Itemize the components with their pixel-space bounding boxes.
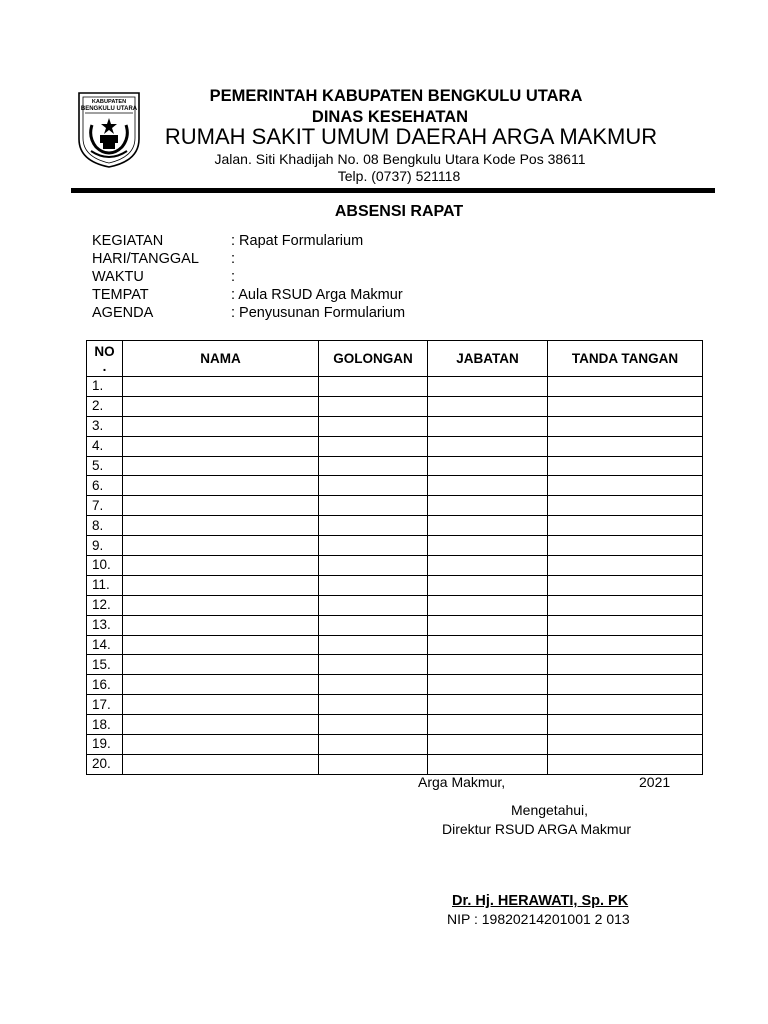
tanda-tangan-cell[interactable]: [548, 436, 703, 456]
tanda-tangan-cell[interactable]: [548, 595, 703, 615]
golongan-cell[interactable]: [319, 496, 428, 516]
row-number: 16.: [87, 675, 123, 695]
header-no: [87, 341, 123, 377]
golongan-cell[interactable]: [319, 695, 428, 715]
row-number: 8.: [87, 516, 123, 536]
jabatan-cell[interactable]: [428, 396, 548, 416]
tanda-tangan-cell[interactable]: [548, 715, 703, 735]
row-number: 9.: [87, 536, 123, 556]
jabatan-cell[interactable]: [428, 715, 548, 735]
nama-cell[interactable]: [123, 615, 319, 635]
tanda-tangan-cell[interactable]: [548, 635, 703, 655]
table-row: [87, 516, 703, 536]
table-row: [87, 635, 703, 655]
jabatan-cell[interactable]: [428, 575, 548, 595]
jabatan-cell[interactable]: [428, 635, 548, 655]
tanda-tangan-cell[interactable]: [548, 556, 703, 576]
header-no-dot: .: [102, 358, 107, 374]
table-row: [87, 675, 703, 695]
nama-cell[interactable]: [123, 735, 319, 755]
header-golongan: GOLONGAN: [319, 341, 428, 377]
document-title: ABSENSI RAPAT: [334, 203, 464, 220]
row-number: 6.: [87, 476, 123, 496]
table-row: [87, 416, 703, 436]
nama-cell[interactable]: [123, 715, 319, 735]
nama-cell[interactable]: [123, 456, 319, 476]
row-number: 17.: [87, 695, 123, 715]
golongan-cell[interactable]: [319, 655, 428, 675]
jabatan-cell[interactable]: [428, 735, 548, 755]
address: Jalan. Siti Khadijah No. 08 Bengkulu Utara Kode Pos 38611: [214, 151, 586, 167]
nama-cell[interactable]: [123, 655, 319, 675]
tanda-tangan-cell[interactable]: [548, 575, 703, 595]
header-tanda-tangan: TANDA TANGAN: [548, 341, 703, 377]
golongan-cell[interactable]: [319, 536, 428, 556]
jabatan-cell[interactable]: [428, 516, 548, 536]
row-number: 15.: [87, 655, 123, 675]
jabatan-cell[interactable]: [428, 496, 548, 516]
info-label: WAKTU: [92, 269, 144, 285]
tanda-tangan-cell[interactable]: [548, 377, 703, 397]
nama-cell[interactable]: [123, 595, 319, 615]
tanda-tangan-cell[interactable]: [548, 516, 703, 536]
jabatan-cell[interactable]: [428, 695, 548, 715]
nama-cell[interactable]: [123, 635, 319, 655]
tanda-tangan-cell[interactable]: [548, 456, 703, 476]
jabatan-cell[interactable]: [428, 556, 548, 576]
signing-year: 2021: [639, 774, 671, 790]
jabatan-cell[interactable]: [428, 416, 548, 436]
table-row: [87, 377, 703, 397]
attendance-table: [86, 340, 703, 775]
info-row: [92, 250, 405, 268]
nama-cell[interactable]: [123, 695, 319, 715]
table-row: [87, 655, 703, 675]
nama-cell[interactable]: [123, 754, 319, 774]
acknowledged-label: Mengetahui,: [511, 802, 589, 818]
golongan-cell[interactable]: [319, 595, 428, 615]
golongan-cell[interactable]: [319, 635, 428, 655]
table-row: [87, 436, 703, 456]
letterhead-divider: [71, 188, 715, 193]
golongan-cell[interactable]: [319, 396, 428, 416]
signer-nip: NIP : 19820214201001 2 013: [447, 911, 630, 927]
tanda-tangan-cell[interactable]: [548, 416, 703, 436]
header-jabatan: JABATAN: [428, 341, 548, 377]
golongan-cell[interactable]: [319, 436, 428, 456]
row-number: 11.: [87, 575, 123, 595]
department-name: DINAS KESEHATAN: [311, 108, 469, 126]
table-header-row: [87, 341, 703, 377]
signer-position: Direktur RSUD ARGA Makmur: [442, 821, 632, 837]
nama-cell[interactable]: [123, 575, 319, 595]
info-value: :: [231, 251, 236, 267]
svg-text:BENGKULU UTARA: BENGKULU UTARA: [80, 106, 138, 112]
info-value: : Penyusunan Formularium: [231, 305, 406, 321]
hospital-name: RUMAH SAKIT UMUM DAERAH ARGA MAKMUR: [164, 124, 658, 149]
jabatan-cell[interactable]: [428, 615, 548, 635]
jabatan-cell[interactable]: [428, 536, 548, 556]
info-label: AGENDA: [92, 305, 154, 321]
tanda-tangan-cell[interactable]: [548, 615, 703, 635]
header-nama: NAMA: [123, 341, 319, 377]
nama-cell[interactable]: [123, 675, 319, 695]
tanda-tangan-cell[interactable]: [548, 754, 703, 774]
golongan-cell[interactable]: [319, 675, 428, 695]
jabatan-cell[interactable]: [428, 436, 548, 456]
jabatan-cell[interactable]: [428, 456, 548, 476]
info-label: TEMPAT: [92, 287, 149, 303]
info-value: : Rapat Formularium: [231, 233, 364, 249]
row-number: 1.: [87, 377, 123, 397]
row-number: 19.: [87, 735, 123, 755]
golongan-cell[interactable]: [319, 556, 428, 576]
row-number: 5.: [87, 456, 123, 476]
info-value: : Aula RSUD Arga Makmur: [231, 287, 403, 303]
jabatan-cell[interactable]: [428, 754, 548, 774]
info-row: [92, 304, 405, 322]
golongan-cell[interactable]: [319, 575, 428, 595]
signer-name: Dr. Hj. HERAWATI, Sp. PK: [452, 893, 629, 909]
signing-place: Arga Makmur,: [418, 774, 506, 790]
table-row: [87, 754, 703, 774]
info-label: HARI/TANGGAL: [92, 251, 199, 267]
nama-cell[interactable]: [123, 436, 319, 456]
info-row: [92, 268, 405, 286]
table-row: [87, 575, 703, 595]
golongan-cell[interactable]: [319, 476, 428, 496]
table-row: [87, 536, 703, 556]
tanda-tangan-cell[interactable]: [548, 496, 703, 516]
row-number: 10.: [87, 556, 123, 576]
jabatan-cell[interactable]: [428, 675, 548, 695]
row-number: 3.: [87, 416, 123, 436]
table-row: [87, 615, 703, 635]
info-row: [92, 286, 405, 304]
nama-cell[interactable]: [123, 377, 319, 397]
row-number: 18.: [87, 715, 123, 735]
government-name: PEMERINTAH KABUPATEN BENGKULU UTARA: [209, 87, 583, 105]
golongan-cell[interactable]: [319, 516, 428, 536]
row-number: 12.: [87, 595, 123, 615]
info-label: KEGIATAN: [92, 233, 164, 249]
jabatan-cell[interactable]: [428, 655, 548, 675]
meeting-info: [92, 232, 405, 322]
table-row: [87, 695, 703, 715]
table-row: [87, 476, 703, 496]
nama-cell[interactable]: [123, 476, 319, 496]
tanda-tangan-cell[interactable]: [548, 675, 703, 695]
nama-cell[interactable]: [123, 416, 319, 436]
golongan-cell[interactable]: [319, 416, 428, 436]
info-value: :: [231, 269, 236, 285]
golongan-cell[interactable]: [319, 456, 428, 476]
jabatan-cell[interactable]: [428, 377, 548, 397]
golongan-cell[interactable]: [319, 377, 428, 397]
nama-cell[interactable]: [123, 516, 319, 536]
row-number: 13.: [87, 615, 123, 635]
nama-cell[interactable]: [123, 396, 319, 416]
row-number: 4.: [87, 436, 123, 456]
table-row: [87, 556, 703, 576]
table-row: [87, 715, 703, 735]
table-row: [87, 595, 703, 615]
jabatan-cell[interactable]: [428, 476, 548, 496]
golongan-cell[interactable]: [319, 615, 428, 635]
nama-cell[interactable]: [123, 536, 319, 556]
golongan-cell[interactable]: [319, 754, 428, 774]
nama-cell[interactable]: [123, 496, 319, 516]
row-number: 7.: [87, 496, 123, 516]
golongan-cell[interactable]: [319, 715, 428, 735]
row-number: 2.: [87, 396, 123, 416]
tanda-tangan-cell[interactable]: [548, 476, 703, 496]
table-row: [87, 396, 703, 416]
tanda-tangan-cell[interactable]: [548, 735, 703, 755]
svg-text:KABUPATEN: KABUPATEN: [91, 99, 127, 105]
tanda-tangan-cell[interactable]: [548, 655, 703, 675]
jabatan-cell[interactable]: [428, 595, 548, 615]
tanda-tangan-cell[interactable]: [548, 695, 703, 715]
phone: Telp. (0737) 521118: [337, 168, 461, 184]
nama-cell[interactable]: [123, 556, 319, 576]
header-no-text: NO: [94, 343, 115, 359]
table-row: [87, 456, 703, 476]
row-number: 14.: [87, 635, 123, 655]
row-number: 20.: [87, 754, 123, 774]
info-row: [92, 232, 405, 250]
table-row: [87, 496, 703, 516]
tanda-tangan-cell[interactable]: [548, 536, 703, 556]
table-row: [87, 735, 703, 755]
tanda-tangan-cell[interactable]: [548, 396, 703, 416]
golongan-cell[interactable]: [319, 735, 428, 755]
